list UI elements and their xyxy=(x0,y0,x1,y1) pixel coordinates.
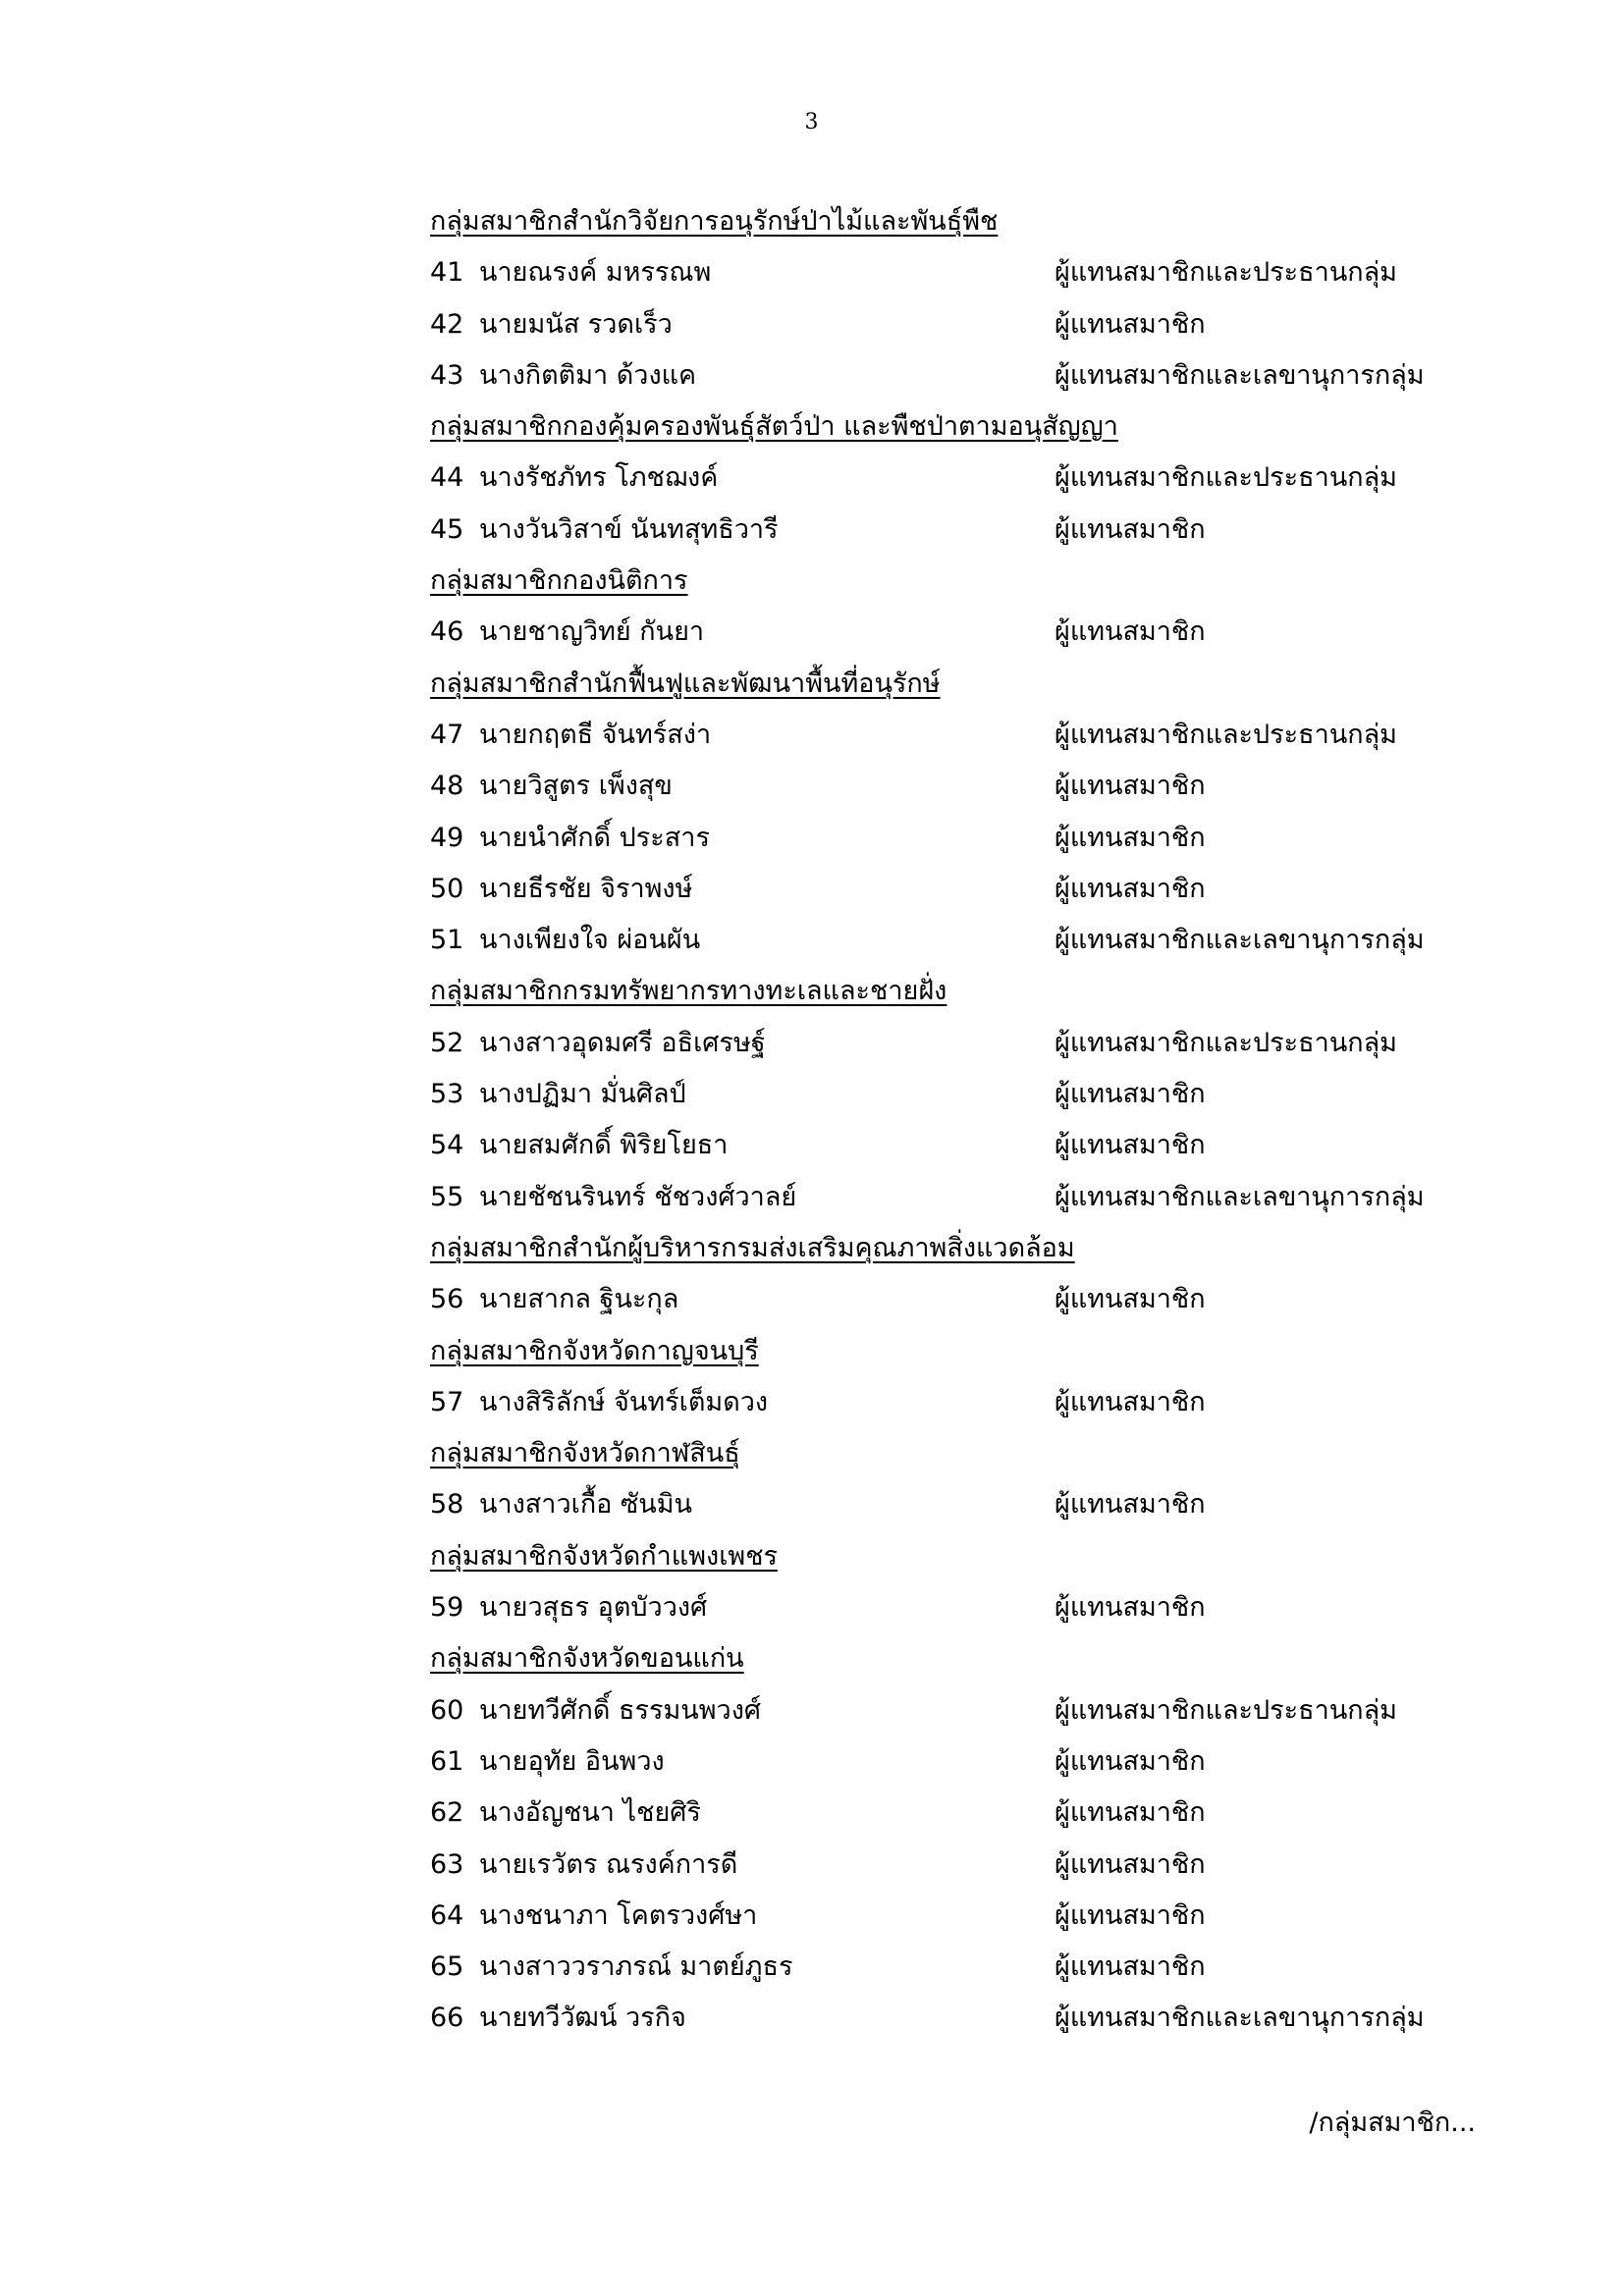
member-name: นายทวีศักดิ์ ธรรมนพวงศ์ xyxy=(479,1694,762,1726)
member-role: ผู้แทนสมาชิก xyxy=(1055,1489,1206,1521)
member-row xyxy=(430,1120,1510,1171)
member-role: ผู้แทนสมาชิกและเลขานุการกลุ่ม xyxy=(1055,925,1425,956)
member-role: ผู้แทนสมาชิก xyxy=(1055,822,1206,853)
member-number: 52 xyxy=(430,1027,464,1058)
member-role: ผู้แทนสมาชิก xyxy=(1055,771,1206,802)
member-row xyxy=(430,1069,1510,1120)
member-number: 62 xyxy=(430,1797,464,1829)
member-row xyxy=(430,1788,1510,1839)
member-list xyxy=(430,196,1510,2045)
group-heading: กลุ่มสมาชิกกองนิติการ xyxy=(430,565,688,597)
member-number: 56 xyxy=(430,1284,464,1315)
member-role: ผู้แทนสมาชิก xyxy=(1055,1848,1206,1880)
member-name: นางอัญชนา ไชยศิริ xyxy=(479,1797,701,1829)
member-row xyxy=(430,1018,1510,1069)
group-heading: กลุ่มสมาชิกกรมทรัพยากรทางทะเลและชายฝั่ง xyxy=(430,976,947,1007)
member-name: นายเรวัตร ณรงค์การดี xyxy=(479,1848,738,1880)
member-role: ผู้แทนสมาชิก xyxy=(1055,616,1206,648)
member-number: 63 xyxy=(430,1848,464,1880)
member-number: 64 xyxy=(430,1899,464,1931)
member-number: 53 xyxy=(430,1079,464,1110)
member-number: 43 xyxy=(430,359,464,391)
member-role: ผู้แทนสมาชิกและเลขานุการกลุ่ม xyxy=(1055,2002,1425,2034)
member-number: 55 xyxy=(430,1181,464,1212)
member-number: 47 xyxy=(430,719,464,750)
member-role: ผู้แทนสมาชิก xyxy=(1055,1745,1206,1777)
member-number: 49 xyxy=(430,822,464,853)
member-role: ผู้แทนสมาชิกและประธานกลุ่ม xyxy=(1055,257,1397,289)
member-role: ผู้แทนสมาชิกและประธานกลุ่ม xyxy=(1055,1694,1397,1726)
member-name: นางชนาภา โคตรวงศ์ษา xyxy=(479,1899,758,1931)
member-role: ผู้แทนสมาชิก xyxy=(1055,1797,1206,1829)
member-number: 50 xyxy=(430,873,464,904)
member-name: นายอุทัย อินพวง xyxy=(479,1745,665,1777)
member-row xyxy=(430,1891,1510,1942)
member-row xyxy=(430,1479,1510,1530)
member-row xyxy=(430,864,1510,915)
member-name: นางสาววราภรณ์ มาตย์ภูธร xyxy=(479,1951,793,1983)
member-name: นางสาวเกื้อ ซันมิน xyxy=(479,1489,693,1521)
member-name: นายณรงค์ มหรรณพ xyxy=(479,257,712,289)
member-row xyxy=(430,299,1510,350)
member-role: ผู้แทนสมาชิก xyxy=(1055,1130,1206,1161)
member-role: ผู้แทนสมาชิก xyxy=(1055,308,1206,340)
member-row xyxy=(430,1377,1510,1428)
member-name: นายธีรชัย จิราพงษ์ xyxy=(479,873,693,904)
member-row xyxy=(430,1274,1510,1325)
member-name: นางรัชภัทร โภชฌงค์ xyxy=(479,462,719,494)
member-role: ผู้แทนสมาชิกและประธานกลุ่ม xyxy=(1055,1027,1397,1058)
member-number: 65 xyxy=(430,1951,464,1983)
member-number: 61 xyxy=(430,1745,464,1777)
member-number: 57 xyxy=(430,1386,464,1417)
member-name: นางเพียงใจ ผ่อนผัน xyxy=(479,925,701,956)
member-role: ผู้แทนสมาชิก xyxy=(1055,513,1206,545)
member-name: นายมนัส รวดเร็ว xyxy=(479,308,673,340)
group-heading: กลุ่มสมาชิกจังหวัดกาฬสินธุ์ xyxy=(430,1438,740,1469)
member-number: 54 xyxy=(430,1130,464,1161)
member-row xyxy=(430,505,1510,556)
member-name: นายสากล ฐินะกุล xyxy=(479,1284,679,1315)
member-row xyxy=(430,350,1510,401)
member-role: ผู้แทนสมาชิก xyxy=(1055,1951,1206,1983)
member-name: นายทวีวัฒน์ วรกิจ xyxy=(479,2002,686,2034)
member-role: ผู้แทนสมาชิกและประธานกลุ่ม xyxy=(1055,462,1397,494)
member-role: ผู้แทนสมาชิก xyxy=(1055,1592,1206,1624)
member-name: นายนำศักดิ์ ประสาร xyxy=(479,822,710,853)
member-number: 46 xyxy=(430,616,464,648)
member-row xyxy=(430,813,1510,864)
continuation-note: /กลุ่มสมาชิก... xyxy=(1309,2108,1476,2138)
member-number: 41 xyxy=(430,257,464,289)
member-row xyxy=(430,761,1510,812)
member-row xyxy=(430,1685,1510,1736)
member-row xyxy=(430,1840,1510,1891)
member-number: 66 xyxy=(430,2002,464,2034)
member-number: 58 xyxy=(430,1489,464,1521)
member-number: 45 xyxy=(430,513,464,545)
member-name: นางวันวิสาข์ นันทสุทธิวารี xyxy=(479,513,779,545)
group-heading: กลุ่มสมาชิกสำนักฟื้นฟูและพัฒนาพื้นที่อนุรักษ์ xyxy=(430,667,941,699)
member-name: นางสาวอุดมศรี อธิเศรษฐ์ xyxy=(479,1027,766,1058)
member-number: 44 xyxy=(430,462,464,494)
member-number: 42 xyxy=(430,308,464,340)
group-heading: กลุ่มสมาชิกจังหวัดกำแพงเพชร xyxy=(430,1540,779,1572)
member-row xyxy=(430,915,1510,966)
group-heading: กลุ่มสมาชิกกองคุ้มครองพันธุ์สัตว์ป่า และพืชป่าตามอนุสัญญา xyxy=(430,411,1118,443)
member-name: นายวิสูตร เพ็งสุข xyxy=(479,771,673,802)
group-heading: กลุ่มสมาชิกจังหวัดขอนแก่น xyxy=(430,1643,744,1675)
member-row xyxy=(430,1942,1510,1993)
member-name: นางกิตติมา ด้วงแค xyxy=(479,359,697,391)
group-heading: กลุ่มสมาชิกจังหวัดกาญจนบุรี xyxy=(430,1335,759,1366)
member-role: ผู้แทนสมาชิก xyxy=(1055,1899,1206,1931)
member-number: 51 xyxy=(430,925,464,956)
member-name: นายสมศักดิ์ พิริยโยธา xyxy=(479,1130,729,1161)
member-row xyxy=(430,1582,1510,1633)
member-role: ผู้แทนสมาชิก xyxy=(1055,1079,1206,1110)
member-role: ผู้แทนสมาชิกและเลขานุการกลุ่ม xyxy=(1055,1181,1425,1212)
member-name: นางปฏิมา มั่นศิลป์ xyxy=(479,1079,686,1110)
member-name: นายชาญวิทย์ กันยา xyxy=(479,616,705,648)
member-row xyxy=(430,1736,1510,1788)
member-role: ผู้แทนสมาชิกและเลขานุการกลุ่ม xyxy=(1055,359,1425,391)
member-row xyxy=(430,1993,1510,2044)
member-row xyxy=(430,247,1510,298)
member-number: 48 xyxy=(430,771,464,802)
member-row xyxy=(430,710,1510,761)
member-name: นายชัชนรินทร์ ชัชวงศ์วาลย์ xyxy=(479,1181,797,1212)
group-heading: กลุ่มสมาชิกสำนักวิจัยการอนุรักษ์ป่าไม้และพันธุ์พืช xyxy=(430,206,999,237)
page-number: 3 xyxy=(804,110,819,134)
member-role: ผู้แทนสมาชิกและประธานกลุ่ม xyxy=(1055,719,1397,750)
member-name: นายกฤตธี จันทร์สง่า xyxy=(479,719,712,750)
member-number: 59 xyxy=(430,1592,464,1624)
group-heading: กลุ่มสมาชิกสำนักผู้บริหารกรมส่งเสริมคุณภาพสิ่งแวดล้อม xyxy=(430,1232,1075,1263)
member-number: 60 xyxy=(430,1694,464,1726)
member-name: นางสิริลักษ์ จันทร์เต็มดวง xyxy=(479,1386,769,1417)
member-name: นายวสุธร อุตบัววงศ์ xyxy=(479,1592,708,1624)
member-row xyxy=(430,453,1510,504)
member-row xyxy=(430,1172,1510,1223)
member-role: ผู้แทนสมาชิก xyxy=(1055,1386,1206,1417)
member-role: ผู้แทนสมาชิก xyxy=(1055,873,1206,904)
member-row xyxy=(430,607,1510,658)
member-role: ผู้แทนสมาชิก xyxy=(1055,1284,1206,1315)
